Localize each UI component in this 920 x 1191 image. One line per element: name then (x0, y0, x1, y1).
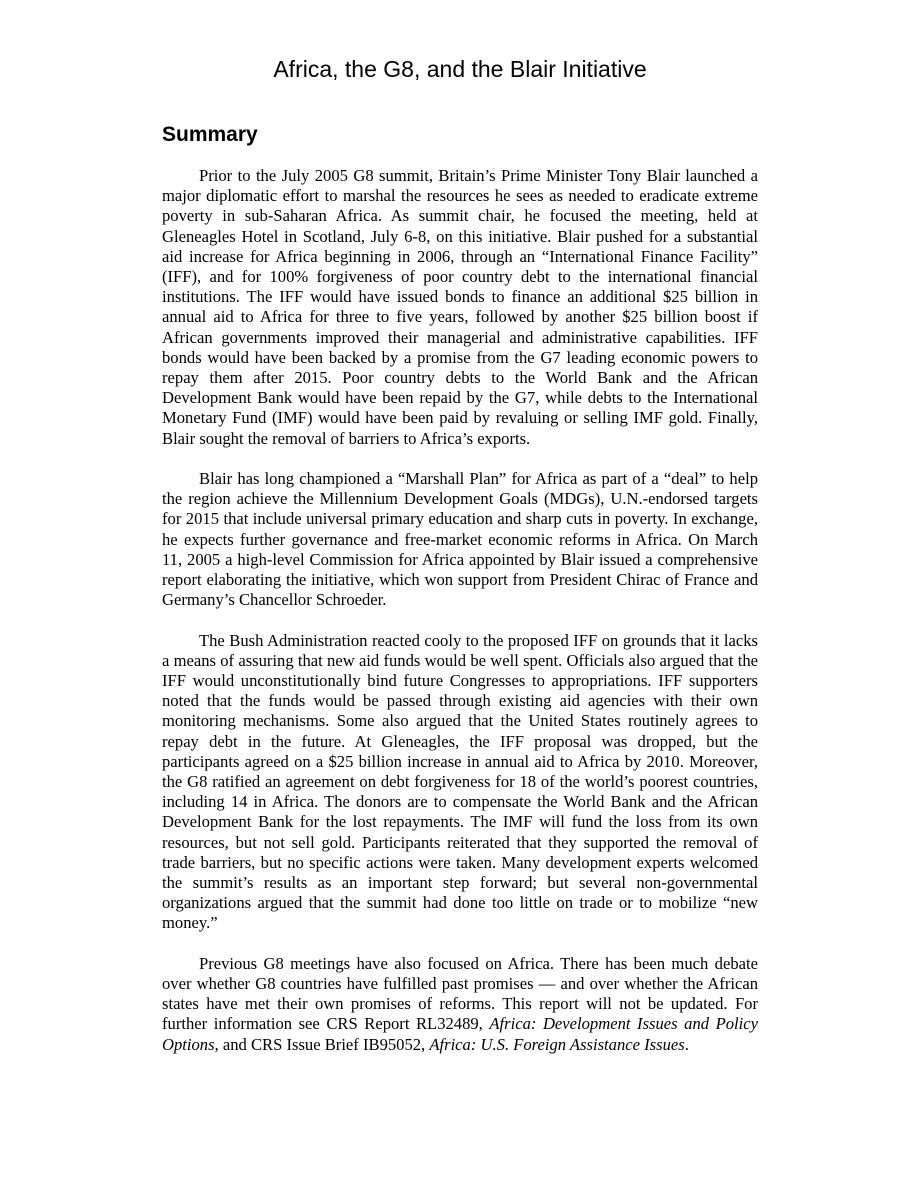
report-title-rl32489: Africa: Development Issues and Policy Options (162, 1014, 758, 1054)
document-title: Africa, the G8, and the Blair Initiative (273, 56, 647, 82)
paragraph-3: The Bush Administration reacted cooly to the proposed IFF on grounds that it lacks a means of assuring that new aid funds would be well spent. Officials also argued that the IFF would unconstitutionally bind future Congresses to appropriations. IFF supporters noted that the funds would be passed through existing aid agencies with their own monitoring mechanisms. Some also argued that the United States routinely agrees to repay debt in the future. At Gleneagles, the IFF proposal was dropped, but the participants agreed on a $25 billion increase in annual aid to Africa by 2010. Moreover, the G8 ratified an agreement on debt forgiveness for 18 of the world’s poorest countries, including 14 in Africa. The donors are to compensate the World Bank and the African Development Bank for the lost repayments. The IMF will fund the loss from its own resources, but not sell gold. Participants reiterated that they supported the removal of trade barriers, but no specific actions were taken. Many development experts welcomed the summit’s results as an important step forward; but several non-governmental organizations argued that the summit had done too little on trade or to mobilize “new money.” (162, 630, 758, 933)
section-heading-summary: Summary (162, 123, 258, 146)
report-title-ib95052: Africa: U.S. Foreign Assistance Issues (429, 1034, 685, 1054)
paragraph-1: Prior to the July 2005 G8 summit, Britain’s Prime Minister Tony Blair launched a major diplomatic effort to marshal the resources he sees as needed to eradicate extreme poverty in sub-Saharan Africa. As summit chair, he focused the meeting, held at Gleneagles Hotel in Scotland, July 6-8, on this initiative. Blair pushed for a substantial aid increase for Africa beginning in 2006, through an “International Finance Facility” (IFF), and for 100% forgiveness of poor country debt to the international financial institutions. The IFF would have issued bonds to finance an additional $25 billion in annual aid to Africa for three to five years, followed by another $25 billion boost if African governments improved their managerial and administrative capabilities. IFF bonds would have been backed by a promise from the G7 leading economic powers to repay them after 2015. Poor country debts to the World Bank and the African Development Bank would have been repaid by the G7, while debts to the International Monetary Fund (IMF) would have been paid by revaluing or selling IMF gold. Finally, Blair sought the removal of barriers to Africa’s exports. (162, 166, 758, 448)
paragraph-4-text-after: . (684, 1034, 689, 1054)
paragraph-2: Blair has long championed a “Marshall Plan” for Africa as part of a “deal” to help the region achieve the Millennium Development Goals (MDGs), U.N.-endorsed targets for 2015 that include universal primary education and sharp cuts in poverty. In exchange, he expects further governance and free-market economic reforms in Africa. On March 11, 2005 a high-level Commission for Africa appointed by Blair issued a comprehensive report elaborating the initiative, which won support from President Chirac of France and Germany’s Chancellor Schroeder. (162, 469, 758, 610)
paragraph-4-text-middle: , and CRS Issue Brief IB95052, (214, 1034, 430, 1054)
paragraph-4 (162, 954, 758, 1055)
summary-body (162, 166, 758, 1055)
paragraph-4-text-before: Previous G8 meetings have also focused on Africa. There has been much debate over whether G8 countries have fulfilled past promises — and over whether the African states have met their own promises of reforms. This report will not be updated. For further information see CRS Report RL32489, (162, 953, 758, 1034)
